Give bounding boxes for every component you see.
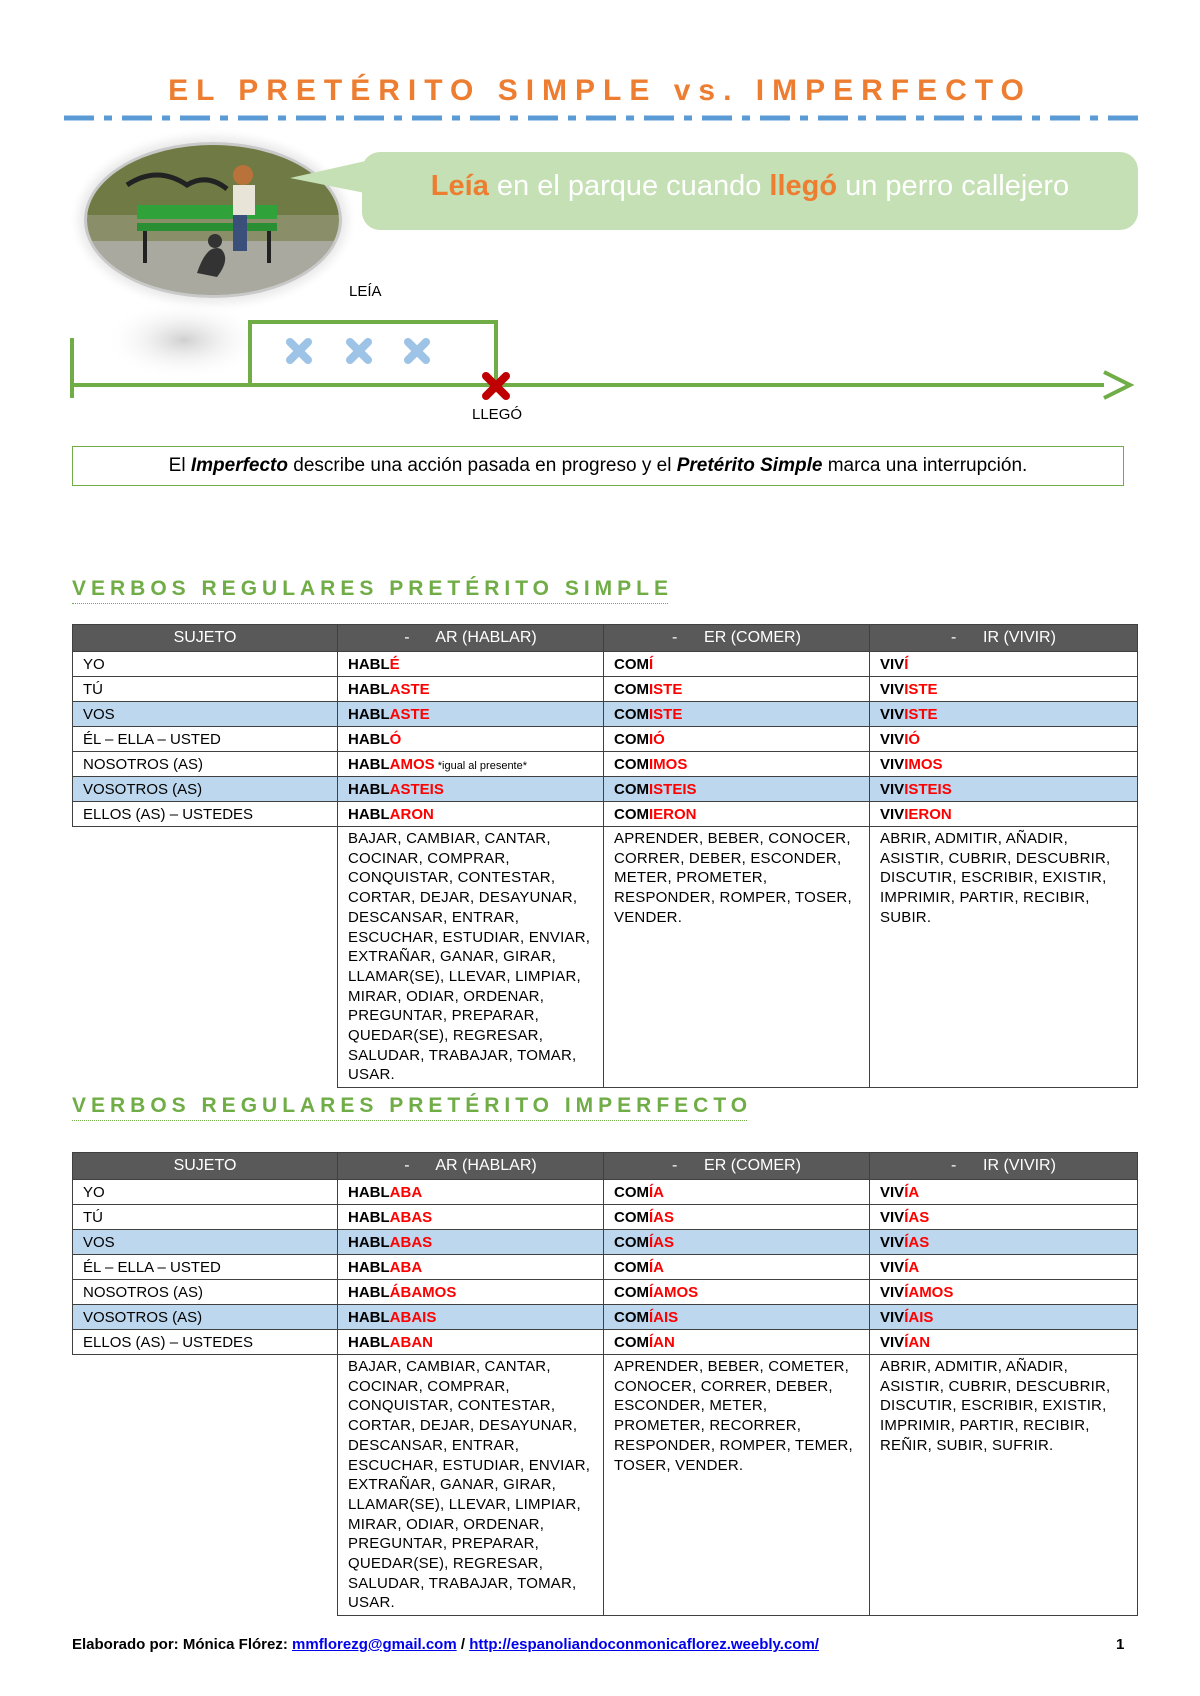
timeline-diagram: [64, 280, 1144, 430]
conjugation-cell-ir: [870, 727, 1138, 752]
explanation-box: [72, 446, 1124, 486]
verb-stem: VIV: [880, 705, 905, 723]
conjugation-cell-ar: [338, 1230, 604, 1255]
verb-ending: IERON: [904, 805, 952, 823]
section-heading-preterito-imperfecto: VERBOS REGULARES PRETÉRITO IMPERFECTO: [72, 1094, 753, 1117]
x-mark-icon: [350, 342, 368, 360]
verb-list-row: [73, 827, 1138, 1088]
verb-stem: HABL: [348, 1183, 390, 1201]
conjugation-cell-ir: [870, 652, 1138, 677]
conjugation-cell-er: [604, 1305, 870, 1330]
conjugation-cell-ir: [870, 1305, 1138, 1330]
verb-ending: ÍAS: [904, 1208, 930, 1226]
verb-ending: ÍA: [904, 1183, 920, 1201]
subject-cell: ELLOS (AS) – USTEDES: [73, 1330, 338, 1355]
subject-cell: NOSOTROS (AS): [73, 752, 338, 777]
subject-cell: VOSOTROS (AS): [73, 777, 338, 802]
verb-ending: ARON: [389, 805, 434, 823]
subject-cell: YO: [73, 652, 338, 677]
verb-stem: HABL: [348, 655, 390, 673]
verb-ending: ÍAIS: [904, 1308, 934, 1326]
table-row: [73, 1330, 1138, 1355]
empty-cell: [73, 1355, 338, 1616]
verb-ending: ÍAS: [904, 1233, 930, 1251]
verb-ending: ÍA: [649, 1258, 664, 1276]
table-row: [73, 1205, 1138, 1230]
column-header: - IR (VIVIR): [870, 625, 1138, 652]
verb-stem: HABL: [348, 1233, 390, 1251]
column-header: - IR (VIVIR): [870, 1153, 1138, 1180]
verb-stem: COM: [614, 680, 649, 698]
page-title: EL PRETÉRITO SIMPLE vs. IMPERFECTO: [168, 74, 1032, 107]
conjugation-cell-er: [604, 802, 870, 827]
verb-list-ar: BAJAR, CAMBIAR, CANTAR, COCINAR, COMPRAR, CONQUISTAR, CONTESTAR, CORTAR, DEJAR, DESAYUNAR, DESCANSAR, ENTRAR, ESCUCHAR, ESTUDIAR, ENVIAR, EXTRAÑAR, GANAR, GIRAR, LLAMAR(SE), LLEVAR, LIMPIAR, MIRAR, ODIAR, ORDENAR, PREGUNTAR, PREPARAR, QUEDAR(SE), REGRESAR, SALUDAR, TRABAJAR, TOMAR, USAR.: [338, 1355, 604, 1616]
verb-ending: Ó: [389, 730, 402, 748]
conjugation-cell-ar: [338, 1255, 604, 1280]
conjugation-cell-er: [604, 1330, 870, 1355]
verb-stem: HABL: [348, 1208, 390, 1226]
verb-ending: ABA: [389, 1183, 423, 1201]
column-header: - AR (HABLAR): [338, 625, 604, 652]
conjugation-cell-ar: [338, 1205, 604, 1230]
conjugation-cell-er: [604, 752, 870, 777]
conjugation-cell-ir: [870, 802, 1138, 827]
page-number: 1: [1116, 1636, 1125, 1653]
conjugation-cell-er: [604, 702, 870, 727]
verb-stem: COM: [614, 805, 649, 823]
verb-stem: COM: [614, 1208, 649, 1226]
verb-list-ir: ABRIR, ADMITIR, AÑADIR, ASISTIR, CUBRIR, DESCUBRIR, DISCUTIR, ESCRIBIR, EXISTIR, IMPRIMIR, PARTIR, RECIBIR, REÑIR, SUBIR, SUFRIR.: [870, 1355, 1138, 1616]
x-mark-icon: [290, 342, 308, 360]
conjugation-cell-ar: [338, 1180, 604, 1205]
footer-separator: /: [456, 1636, 470, 1653]
conjugation-table-preterito-imperfecto: [72, 1152, 1138, 1616]
table-row: [73, 777, 1138, 802]
conjugation-cell-er: [604, 777, 870, 802]
title-divider: [64, 114, 1144, 122]
verb-list-er: APRENDER, BEBER, CONOCER, CORRER, DEBER, ESCONDER, METER, PROMETER, RESPONDER, ROMPER, TOSER, VENDER.: [604, 827, 870, 1088]
verb-ending: ASTE: [389, 705, 430, 723]
verb-stem: COM: [614, 1283, 649, 1301]
table-row: [73, 652, 1138, 677]
verb-stem: COM: [614, 780, 649, 798]
conjugation-cell-ir: [870, 677, 1138, 702]
sentence-part: un perro callejero: [837, 170, 1070, 202]
conjugation-cell-ir: [870, 777, 1138, 802]
table-row: [73, 727, 1138, 752]
verb-ending: Í: [649, 655, 654, 673]
verb-list-er: APRENDER, BEBER, COMETER, CONOCER, CORRER, DEBER, ESCONDER, METER, PROMETER, RECORRER, RESPONDER, ROMPER, TEMER, TOSER, VENDER.: [604, 1355, 870, 1616]
conjugation-cell-ir: [870, 1330, 1138, 1355]
verb-stem: HABL: [348, 755, 390, 773]
verb-ending: ISTEIS: [904, 780, 952, 798]
example-sentence: [362, 170, 1138, 203]
conjugation-cell-ir: [870, 1255, 1138, 1280]
table-row: [73, 677, 1138, 702]
verb-stem: COM: [614, 1258, 649, 1276]
conjugation-cell-ir: [870, 1180, 1138, 1205]
verb-ending: ÁBAMOS: [389, 1283, 457, 1301]
verb-stem: VIV: [880, 1208, 905, 1226]
verb-stem: HABL: [348, 1333, 390, 1351]
verb-ending: ABAIS: [389, 1308, 437, 1326]
usage-note: *igual al presente*: [434, 759, 528, 772]
table-row: [73, 802, 1138, 827]
verb-ending: AMOS: [389, 755, 435, 773]
verb-ending: ÍAS: [649, 1233, 675, 1251]
conjugation-cell-ir: [870, 702, 1138, 727]
subject-cell: VOSOTROS (AS): [73, 1305, 338, 1330]
subject-cell: TÚ: [73, 677, 338, 702]
column-header: - ER (COMER): [604, 1153, 870, 1180]
subject-cell: ELLOS (AS) – USTEDES: [73, 802, 338, 827]
table-row: [73, 1230, 1138, 1255]
verb-stem: VIV: [880, 1283, 905, 1301]
verb-stem: COM: [614, 1233, 649, 1251]
verb-stem: COM: [614, 730, 649, 748]
verb-stem: COM: [614, 705, 649, 723]
verb-ending: IMOS: [649, 755, 688, 773]
verb-stem: VIV: [880, 730, 905, 748]
section-heading-preterito-simple: VERBOS REGULARES PRETÉRITO SIMPLE: [72, 577, 674, 600]
conjugation-cell-ir: [870, 1205, 1138, 1230]
conjugation-cell-ar: [338, 752, 604, 777]
verb-stem: COM: [614, 655, 649, 673]
verb-stem: HABL: [348, 680, 390, 698]
explanation-term: Pretérito Simple: [676, 455, 823, 476]
conjugation-cell-ir: [870, 1280, 1138, 1305]
conjugation-cell-er: [604, 1280, 870, 1305]
column-header: - AR (HABLAR): [338, 1153, 604, 1180]
column-header: SUJETO: [73, 625, 338, 652]
table-header-row: [73, 625, 1138, 652]
verb-ending: ISTE: [649, 705, 683, 723]
conjugation-cell-er: [604, 1230, 870, 1255]
conjugation-cell-er: [604, 1205, 870, 1230]
verb-ending: ÍAN: [904, 1333, 931, 1351]
verb-stem: COM: [614, 1333, 649, 1351]
conjugation-cell-er: [604, 727, 870, 752]
verb-ending: IÓ: [904, 730, 921, 748]
subject-cell: VOS: [73, 702, 338, 727]
column-header: SUJETO: [73, 1153, 338, 1180]
table-row: [73, 1305, 1138, 1330]
verb-ending: IÓ: [649, 730, 665, 748]
conjugation-cell-ar: [338, 1280, 604, 1305]
verb-stem: COM: [614, 1183, 649, 1201]
verb-stem: HABL: [348, 805, 390, 823]
verb-stem: VIV: [880, 755, 905, 773]
verb-ending: ABAN: [389, 1333, 434, 1351]
verb-ending: ISTEIS: [649, 780, 697, 798]
verb-stem: VIV: [880, 805, 905, 823]
verb-stem: VIV: [880, 655, 905, 673]
conjugation-cell-ar: [338, 1305, 604, 1330]
subject-cell: ÉL – ELLA – USTED: [73, 1255, 338, 1280]
footer: [72, 1636, 819, 1653]
verb-stem: COM: [614, 1308, 649, 1326]
empty-cell: [73, 827, 338, 1088]
verb-stem: HABL: [348, 780, 390, 798]
conjugation-cell-er: [604, 677, 870, 702]
conjugation-cell-ar: [338, 802, 604, 827]
verb-stem: HABL: [348, 705, 390, 723]
table-header-row: [73, 1153, 1138, 1180]
conjugation-cell-er: [604, 1255, 870, 1280]
verb-ending: ASTEIS: [389, 780, 444, 798]
verb-stem: VIV: [880, 1183, 905, 1201]
verb-ending: Í: [904, 655, 909, 673]
verb-stem: VIV: [880, 1333, 905, 1351]
conjugation-cell-ar: [338, 777, 604, 802]
subject-cell: ÉL – ELLA – USTED: [73, 727, 338, 752]
verb-list-ir: ABRIR, ADMITIR, AÑADIR, ASISTIR, CUBRIR, DESCUBRIR, DISCUTIR, ESCRIBIR, EXISTIR, IMPRIMIR, PARTIR, RECIBIR, SUBIR.: [870, 827, 1138, 1088]
table-row: [73, 1255, 1138, 1280]
timeline-label-llego: LLEGÓ: [472, 406, 523, 423]
verb-stem: HABL: [348, 1258, 390, 1276]
verb-ending: ASTE: [389, 680, 430, 698]
subject-cell: TÚ: [73, 1205, 338, 1230]
footer-email-link[interactable]: mmflorezg@gmail.com: [292, 1636, 457, 1653]
explanation-text: El: [168, 455, 191, 476]
verb-ending: É: [389, 655, 400, 673]
x-mark-icon: [408, 342, 426, 360]
verb-stem: VIV: [880, 1308, 905, 1326]
conjugation-cell-er: [604, 1180, 870, 1205]
explanation-term: Imperfecto: [190, 455, 288, 476]
verb-ending: ABA: [389, 1258, 423, 1276]
verb-stem: VIV: [880, 680, 905, 698]
verb-ending: ISTE: [904, 680, 938, 698]
footer-author: Elaborado por: Mónica Flórez:: [72, 1636, 293, 1653]
subject-cell: VOS: [73, 1230, 338, 1255]
conjugation-cell-ar: [338, 702, 604, 727]
verb-ending: ÍAS: [649, 1208, 675, 1226]
subject-cell: NOSOTROS (AS): [73, 1280, 338, 1305]
verb-ending: IERON: [649, 805, 697, 823]
verb-stem: VIV: [880, 780, 905, 798]
verb-ending: ÍAN: [649, 1333, 675, 1351]
footer-url-link[interactable]: http://espanoliandoconmonicaflorez.weebly.com/: [469, 1636, 819, 1653]
verb-ending: ÍAMOS: [649, 1283, 699, 1301]
verb-stem: COM: [614, 755, 649, 773]
verb-ending: ÍAIS: [649, 1308, 679, 1326]
conjugation-table-preterito-simple: [72, 624, 1138, 1088]
conjugation-cell-er: [604, 652, 870, 677]
speech-bubble: [362, 152, 1138, 230]
verb-stem: HABL: [348, 1308, 390, 1326]
subject-cell: YO: [73, 1180, 338, 1205]
verb-ending: ÍA: [904, 1258, 920, 1276]
conjugation-cell-ar: [338, 1330, 604, 1355]
timeline-label-leia: LEÍA: [349, 283, 382, 300]
verb-ending: ÍAMOS: [904, 1283, 954, 1301]
explanation-text: marca una interrupción.: [822, 455, 1028, 476]
preterite-verb: llegó: [769, 170, 838, 202]
table-row: [73, 702, 1138, 727]
table-row: [73, 1280, 1138, 1305]
verb-ending: ABAS: [389, 1208, 433, 1226]
verb-list-row: [73, 1355, 1138, 1616]
conjugation-cell-ar: [338, 727, 604, 752]
explanation-text: describe una acción pasada en progreso y el: [288, 455, 677, 476]
verb-stem: VIV: [880, 1233, 905, 1251]
verb-ending: ISTE: [649, 680, 683, 698]
table-row: [73, 752, 1138, 777]
imperfect-verb: Leía: [430, 170, 489, 202]
table-row: [73, 1180, 1138, 1205]
verb-ending: IMOS: [904, 755, 943, 773]
conjugation-cell-ir: [870, 1230, 1138, 1255]
sentence-part: en el parque cuando: [488, 170, 770, 202]
verb-stem: HABL: [348, 730, 390, 748]
verb-ending: ISTE: [904, 705, 938, 723]
conjugation-cell-ar: [338, 652, 604, 677]
verb-list-ar: BAJAR, CAMBIAR, CANTAR, COCINAR, COMPRAR, CONQUISTAR, CONTESTAR, CORTAR, DEJAR, DESAYUNAR, DESCANSAR, ENTRAR, ESCUCHAR, ESTUDIAR, ENVIAR, EXTRAÑAR, GANAR, GIRAR, LLAMAR(SE), LLEVAR, LIMPIAR, MIRAR, ODIAR, ORDENAR, PREGUNTAR, PREPARAR, QUEDAR(SE), REGRESAR, SALUDAR, TRABAJAR, TOMAR, USAR.: [338, 827, 604, 1088]
conjugation-cell-ar: [338, 677, 604, 702]
column-header: - ER (COMER): [604, 625, 870, 652]
verb-stem: HABL: [348, 1283, 390, 1301]
conjugation-cell-ir: [870, 752, 1138, 777]
verb-stem: VIV: [880, 1258, 905, 1276]
verb-ending: ÍA: [649, 1183, 664, 1201]
verb-ending: ABAS: [389, 1233, 433, 1251]
